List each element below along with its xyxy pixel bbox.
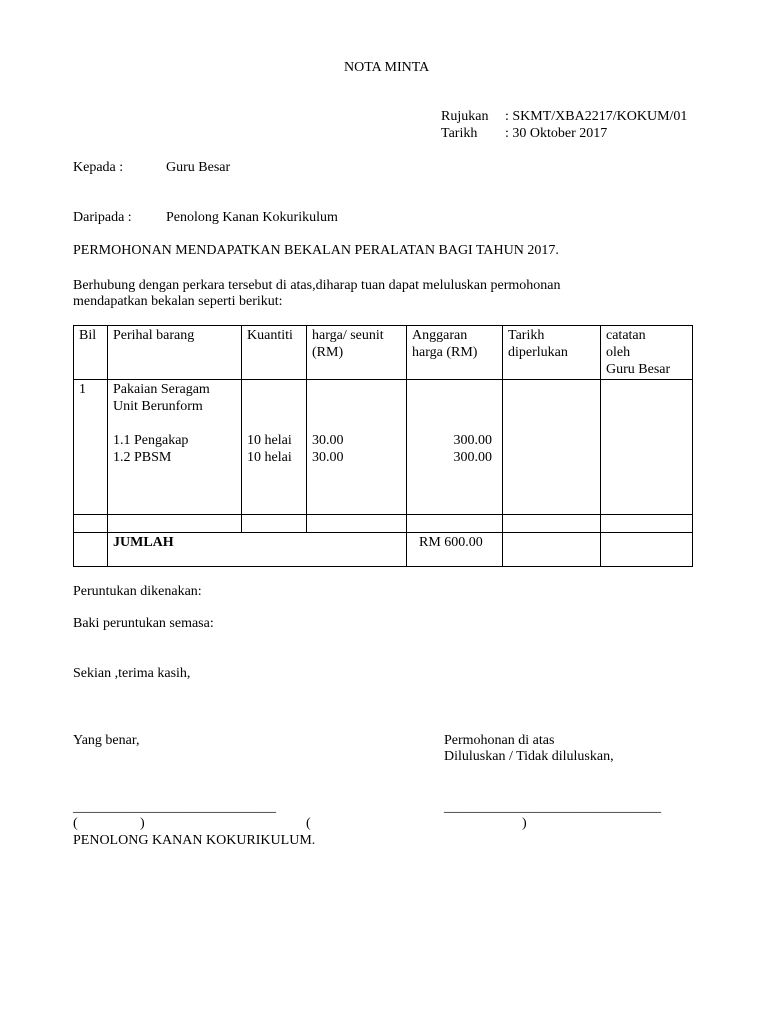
row-estimate: 300.00 300.00 xyxy=(407,380,503,515)
row-bil: 1 xyxy=(74,380,108,515)
request-table xyxy=(73,325,693,567)
paren-mid-open: ( xyxy=(306,816,311,831)
subject-line: PERMOHONAN MENDAPATKAN BEKALAN PERALATAN BAGI TAHUN 2017. xyxy=(73,243,559,258)
table-row xyxy=(74,380,693,515)
signature-line-left: _____________________________ xyxy=(73,800,276,815)
date-label: Tarikh xyxy=(441,126,478,141)
table-header-row xyxy=(74,326,693,380)
table-spacer-row xyxy=(74,515,693,533)
header-bil: Bil xyxy=(74,326,108,380)
current-balance: Baki peruntukan semasa: xyxy=(73,616,214,631)
paren-right-close: ) xyxy=(522,816,527,831)
from-value: Penolong Kanan Kokurikulum xyxy=(166,210,338,225)
reference-label: Rujukan xyxy=(441,109,489,124)
allocation-charged: Peruntukan dikenakan: xyxy=(73,584,202,599)
paren-left-open: ( xyxy=(73,816,78,831)
total-value: RM 600.00 xyxy=(407,533,503,567)
to-value: Guru Besar xyxy=(166,160,231,175)
signature-line-right: _______________________________ xyxy=(444,800,661,815)
sincerely-text: Yang benar, xyxy=(73,733,140,748)
row-item: Pakaian Seragam Unit Berunform 1.1 Pengakap 1.2 PBSM xyxy=(108,380,242,515)
row-note xyxy=(601,380,693,515)
header-note: catatan oleh Guru Besar xyxy=(601,326,693,380)
header-qty: Kuantiti xyxy=(242,326,307,380)
header-estimate: Anggaran harga (RM) xyxy=(407,326,503,380)
header-date-needed: Tarikh diperlukan xyxy=(503,326,601,380)
approval-line-2: Diluluskan / Tidak diluluskan, xyxy=(444,749,614,764)
header-item: Perihal barang xyxy=(108,326,242,380)
date-value: : 30 Oktober 2017 xyxy=(505,126,608,141)
to-label: Kepada : xyxy=(73,160,124,175)
approval-line-1: Permohonan di atas xyxy=(444,733,555,748)
row-qty: 10 helai 10 helai xyxy=(242,380,307,515)
row-date-needed xyxy=(503,380,601,515)
intro-line-1: Berhubung dengan perkara tersebut di atas,diharap tuan dapat meluluskan permohonan xyxy=(73,278,561,293)
reference-value: : SKMT/XBA2217/KOKUM/01 xyxy=(505,109,688,124)
from-label: Daripada : xyxy=(73,210,132,225)
signatory-name: PENOLONG KANAN KOKURIKULUM. xyxy=(73,833,316,848)
paren-left-close: ) xyxy=(140,816,145,831)
table-total-row xyxy=(74,533,693,567)
intro-line-2: mendapatkan bekalan seperti berikut: xyxy=(73,294,283,309)
row-unit-price: 30.00 30.00 xyxy=(307,380,407,515)
closing-text: Sekian ,terima kasih, xyxy=(73,666,191,681)
document-title: NOTA MINTA xyxy=(344,60,430,75)
total-label: JUMLAH xyxy=(108,533,407,567)
header-unit-price: harga/ seunit (RM) xyxy=(307,326,407,380)
